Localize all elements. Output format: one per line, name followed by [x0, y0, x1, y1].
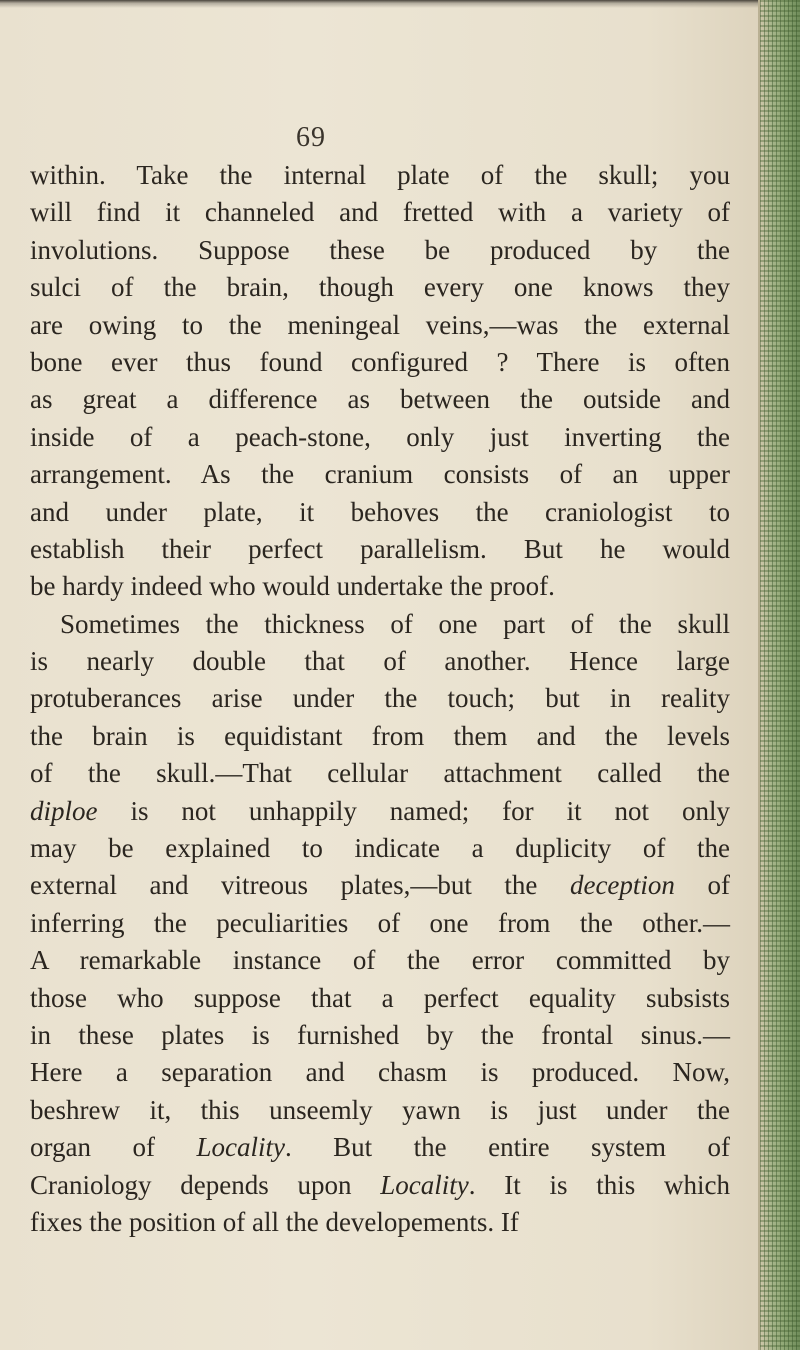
text-line: arrangement. As the cranium consists of an upper [30, 459, 730, 490]
text-line: involutions. Suppose these be produced by the [30, 234, 730, 265]
text-line: as great a difference as between the outside and [30, 384, 730, 415]
text-line: may be explained to indicate a duplicity of the [30, 833, 730, 864]
text-fragment: Craniology depends upon [30, 1169, 352, 1200]
text-line: those who suppose that a perfect equality subsists [30, 982, 730, 1013]
italic-deception: deception [569, 870, 675, 901]
text-fragment: . But the entire system of [284, 1132, 731, 1163]
text-line: in these plates is furnished by the frontal sinus.— [30, 1019, 730, 1050]
text-line: fixes the position of all the developements. If [30, 1206, 519, 1237]
italic-diploe: diploe [30, 795, 98, 826]
text-fragment: . It is this which [468, 1169, 731, 1200]
book-edge-binding [760, 0, 800, 1350]
text-line: of the skull.—That cellular attachment called the [30, 758, 730, 789]
text-line [30, 1167, 730, 1204]
text-line: is nearly double that of another. Hence large [30, 646, 730, 677]
text-line: Sometimes the thickness of one part of the skull [60, 608, 730, 639]
text-line: inside of a peach-stone, only just inverting the [30, 421, 730, 452]
text-fragment: organ of [30, 1132, 155, 1163]
text-line: establish their perfect parallelism. But he would [30, 533, 730, 564]
page-top-shadow [0, 0, 760, 8]
page-number: 69 [296, 122, 326, 153]
text-fragment: is not unhappily named; for it not only [130, 795, 730, 826]
text-line [30, 867, 730, 904]
text-line: the brain is equidistant from them and the levels [30, 720, 730, 751]
text-line: will find it channeled and fretted with a variety of [30, 197, 730, 228]
text-line: A remarkable instance of the error committed by [30, 945, 730, 976]
body-text [30, 157, 730, 1241]
italic-locality: Locality [196, 1132, 285, 1163]
text-line [30, 793, 730, 830]
text-line: sulci of the brain, though every one knows they [30, 272, 730, 303]
text-line: within. Take the internal plate of the skull; you [30, 160, 730, 190]
text-line: protuberances arise under the touch; but in reality [30, 683, 730, 714]
text-line: are owing to the meningeal veins,—was the external [30, 309, 730, 340]
text-fragment: of [674, 870, 730, 901]
text-line: be hardy indeed who would undertake the proof. [30, 571, 555, 602]
text-fragment: external and vitreous plates,—but the [30, 870, 538, 901]
text-line: bone ever thus found configured ? There is often [30, 346, 730, 377]
text-line: and under plate, it behoves the craniologist to [30, 496, 730, 527]
text-line: Here a separation and chasm is produced. Now, [30, 1057, 730, 1088]
italic-locality: Locality [380, 1169, 469, 1200]
text-line: inferring the peculiarities of one from the other.— [30, 907, 730, 938]
text-line [30, 1129, 730, 1166]
text-line: beshrew it, this unseemly yawn is just under the [30, 1094, 730, 1125]
